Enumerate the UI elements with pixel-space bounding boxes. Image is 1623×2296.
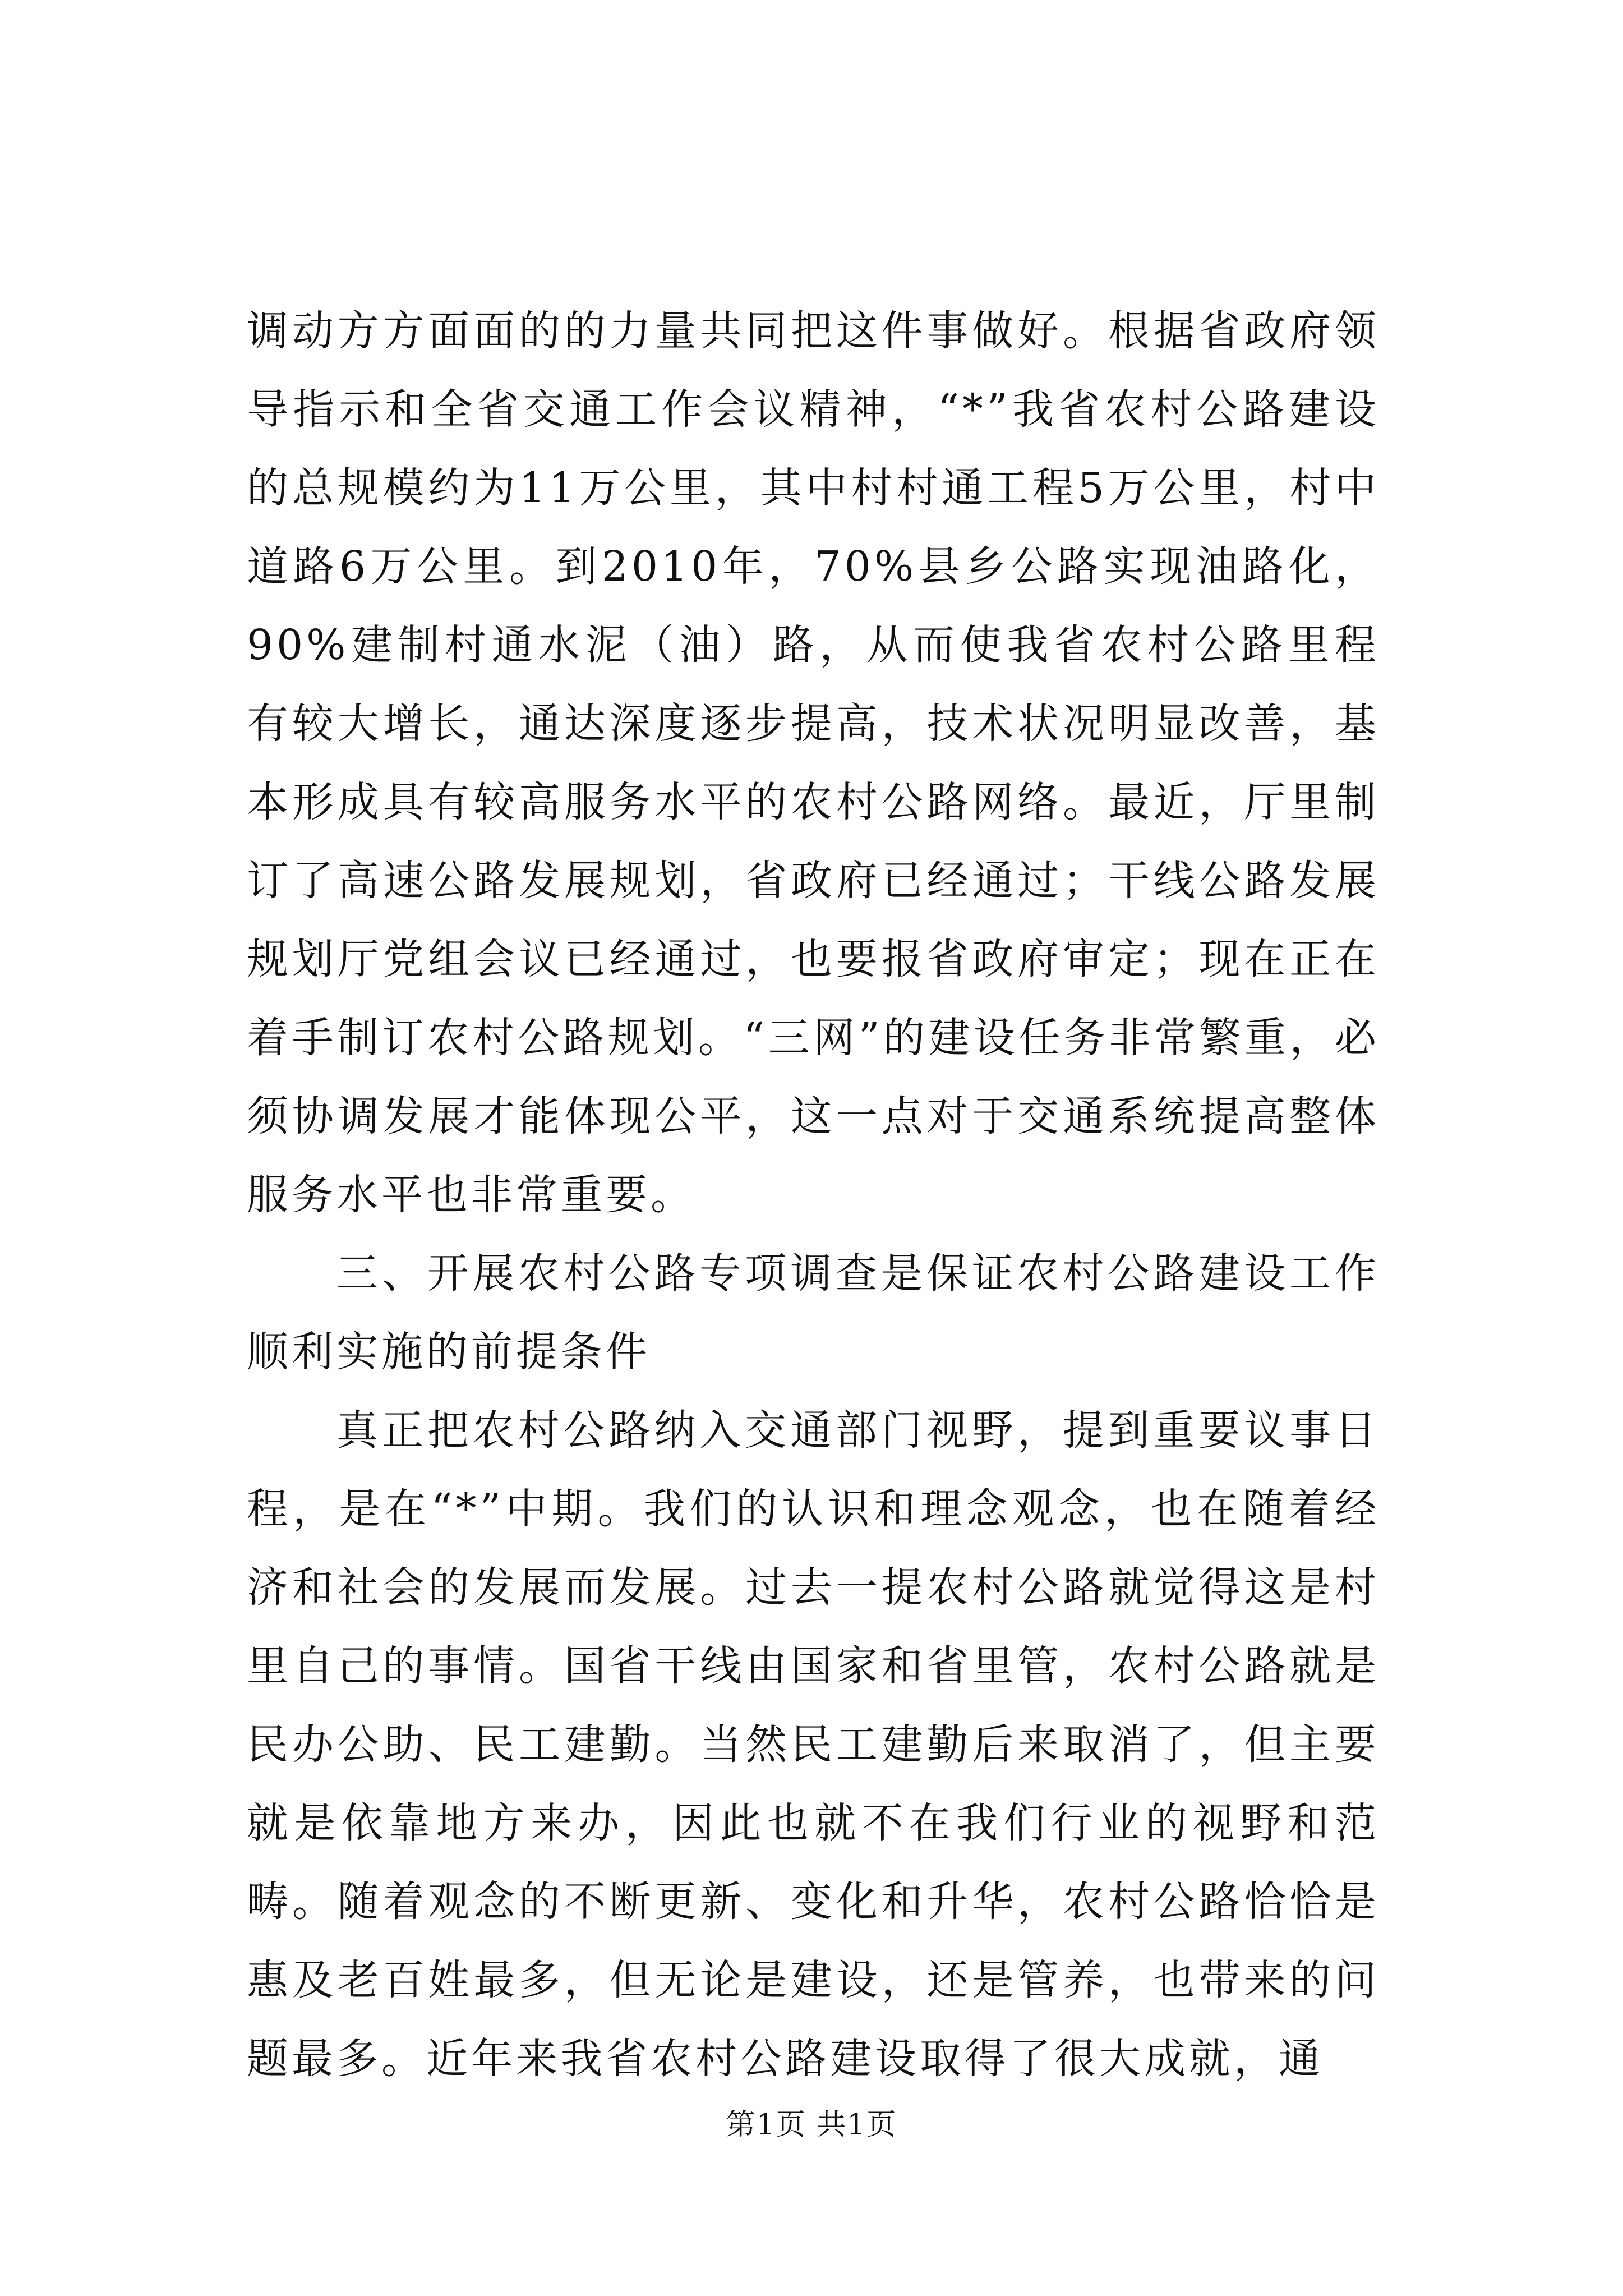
- paragraph-2: 真正把农村公路纳入交通部门视野，提到重要议事日程，是在“*”中期。我们的认识和理念观念，也在随着经济和社会的发展而发展。过去一提农村公路就觉得这是村里自己的事情。国省干线由国家和省里管，农村公路就是民办公助、民工建勤。当然民工建勤后来取消了，但主要就是依靠地方来办，因此也就不在我们行业的视野和范畴。随着观念的不断更新、变化和升华，农村公路恰恰是惠及老百姓最多，但无论是建设，还是管养，也带来的问题最多。近年来我省农村公路建设取得了很大成就，通: [247, 1406, 1380, 2083]
- page-footer: 第1页 共1页: [726, 2108, 897, 2142]
- section-heading-3: 三、开展农村公路专项调查是保证农村公路建设工作顺利实施的前提条件: [247, 1249, 1380, 1376]
- document-body: [247, 292, 1380, 2098]
- paragraph-1: 调动方方面面的的力量共同把这件事做好。根据省政府领导指示和全省交通工作会议精神，“*”我省农村公路建设的总规模约为11万公里，其中村村通工程5万公里，村中道路6万公里。到2010年，70%县乡公路实现油路化，90%建制村通水泥（油）路，从而使我省农村公路里程有较大增长，通达深度逐步提高，技术状况明显改善，基本形成具有较高服务水平的农村公路网络。最近，厅里制订了高速公路发展规划，省政府已经通过；干线公路发展规划厅党组会议已经通过，也要报省政府审定；现在正在着手制订农村公路规划。“三网”的建设任务非常繁重，必须协调发展才能体现公平，这一点对于交通系统提高整体服务水平也非常重要。: [247, 307, 1380, 1219]
